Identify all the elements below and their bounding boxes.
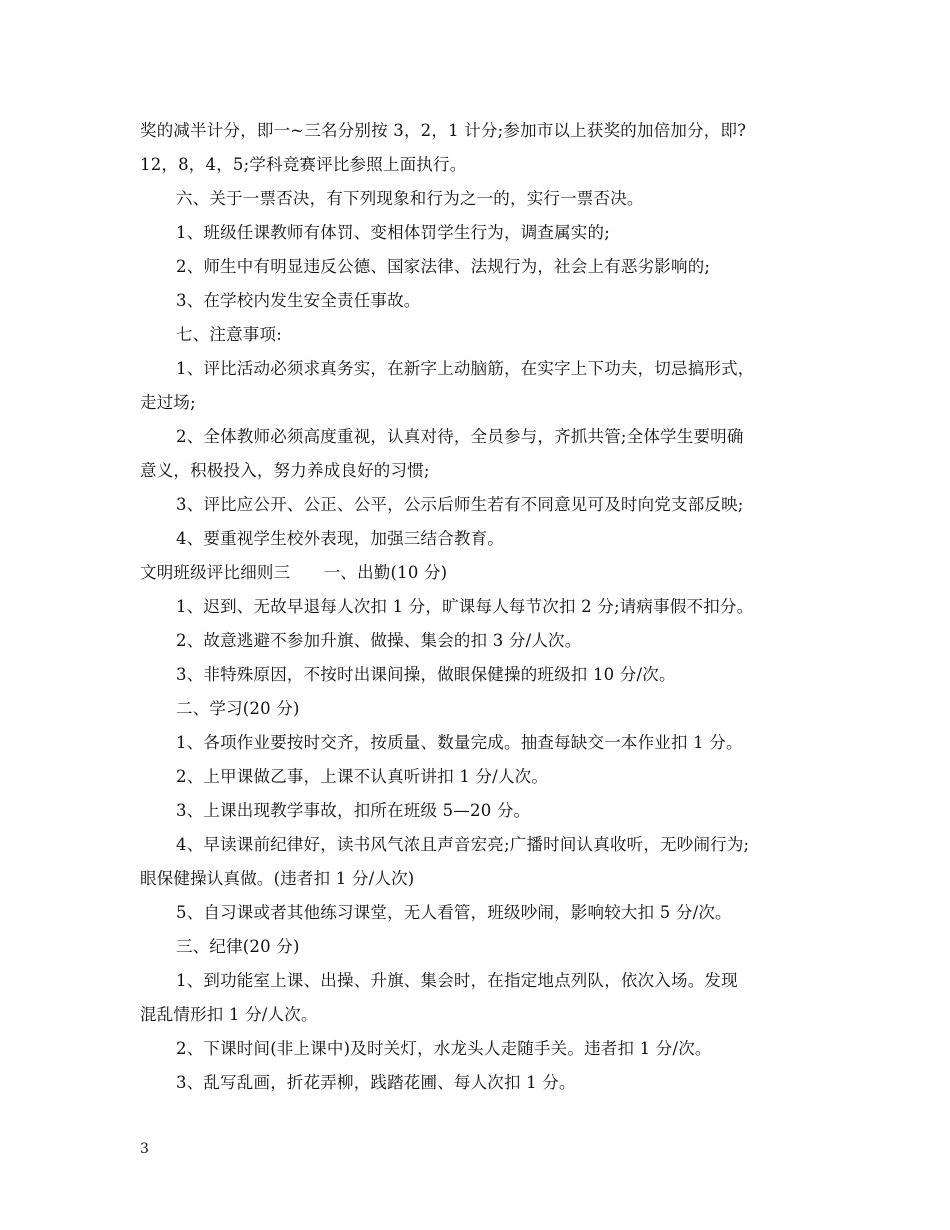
text-line: 3、非特殊原因，不按时出课间操，做眼保健操的班级扣 10 分/次。 <box>176 665 676 684</box>
text-line: 混乱情形扣 1 分/人次。 <box>140 1005 318 1024</box>
text-line: 2、全体教师必须高度重视，认真对待，全员参与，齐抓共管;全体学生要明确 <box>176 427 744 446</box>
text-line: 奖的减半计分，即一~三名分别按 3，2，1 计分;参加市以上获奖的加倍加分，即? <box>140 121 747 140</box>
text-line: 走过场; <box>140 393 196 412</box>
text-line: 眼保健操认真做。(违者扣 1 分/人次) <box>140 869 415 888</box>
text-line: 2、上甲课做乙事，上课不认真听讲扣 1 分/人次。 <box>176 767 549 786</box>
text-line: 3、评比应公开、公正、公平，公示后师生若有不同意见可及时向党支部反映; <box>176 495 744 514</box>
section-heading: 二、学习(20 分) <box>176 699 300 718</box>
text-line: 六、关于一票否决，有下列现象和行为之一的，实行一票否决。 <box>176 189 644 208</box>
text-line: 2、师生中有明显违反公德、国家法律、法规行为，社会上有恶劣影响的; <box>176 257 711 276</box>
text-line: 3、乱写乱画，折花弄柳，践踏花圃、每人次扣 1 分。 <box>176 1073 576 1092</box>
text-line: 3、在学校内发生安全责任事故。 <box>176 291 421 310</box>
text-line: 2、故意逃避不参加升旗、做操、集会的扣 3 分/人次。 <box>176 631 582 650</box>
text-line: 2、下课时间(非上课中)及时关灯，水龙头人走随手关。违者扣 1 分/次。 <box>176 1039 712 1058</box>
text-line: 1、班级任课教师有体罚、变相体罚学生行为，调查属实的; <box>176 223 610 242</box>
text-line: 1、迟到、无故早退每人次扣 1 分，旷课每人每节次扣 2 分;请病事假不扣分。 <box>176 597 754 616</box>
section-heading: 三、纪律(20 分) <box>176 937 300 956</box>
text-line: 意义，积极投入，努力养成良好的习惯; <box>140 461 430 480</box>
text-line: 12，8，4，5;学科竞赛评比参照上面执行。 <box>140 155 467 174</box>
text-line: 3、上课出现教学事故，扣所在班级 5—20 分。 <box>176 801 531 820</box>
text-line: 5、自习课或者其他练习课堂，无人看管，班级吵闹，影响较大扣 5 分/次。 <box>176 903 732 922</box>
page-number: 3 <box>140 1141 149 1157</box>
text-line: 1、评比活动必须求真务实，在新字上动脑筋，在实字上下功夫，切忌搞形式， <box>176 359 755 378</box>
text-line: 1、到功能室上课、出操、升旗、集会时，在指定地点列队，依次入场。发现 <box>176 971 738 990</box>
text-line: 4、要重视学生校外表现，加强三结合教育。 <box>176 529 504 548</box>
text-line: 4、早读课前纪律好，读书风气浓且声音宏亮;广播时间认真收听，无吵闹行为; <box>176 835 750 854</box>
section-heading: 文明班级评比细则三 一、出勤(10 分) <box>140 563 448 582</box>
section-heading: 七、注意事项: <box>176 325 282 344</box>
text-line: 1、各项作业要按时交齐，按质量、数量完成。抽查每缺交一本作业扣 1 分。 <box>176 733 743 752</box>
